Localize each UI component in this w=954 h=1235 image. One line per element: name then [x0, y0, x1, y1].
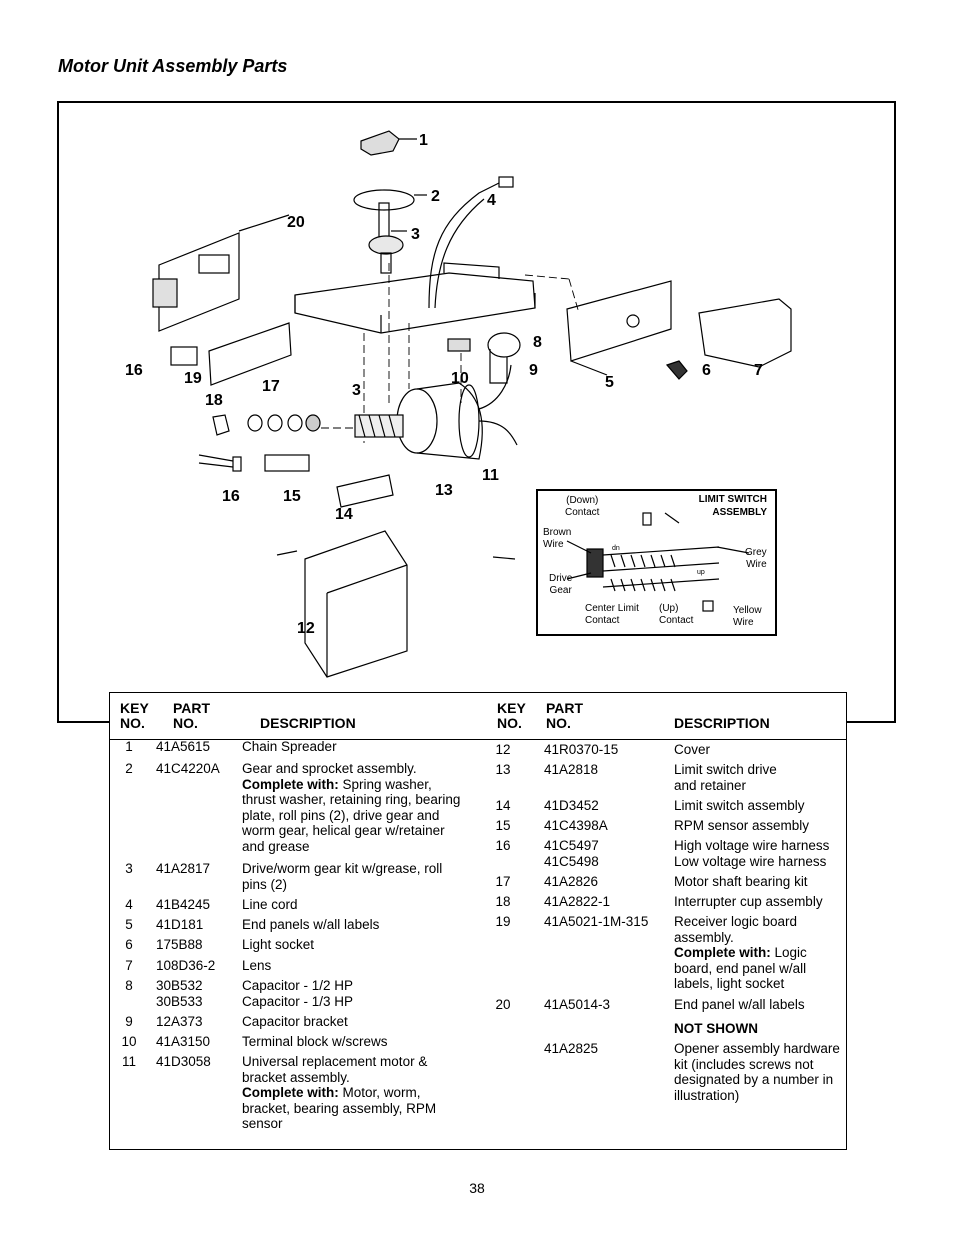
table-header [110, 693, 846, 740]
table-row [114, 958, 480, 978]
description: Capacitor - 1/2 HP Capacitor - 1/3 HP [242, 978, 354, 1009]
table-row [488, 762, 844, 798]
parts-table [109, 692, 847, 1150]
key-no: 9 [125, 1014, 133, 1029]
table-row [114, 917, 480, 937]
part-no: 41C5497 41C5498 [544, 838, 599, 869]
key-no: 4 [125, 897, 133, 912]
key-no: 8 [125, 978, 133, 993]
key-no: 3 [125, 861, 133, 876]
callout-12: 12 [297, 620, 315, 637]
description: Limit switch assembly [674, 798, 805, 813]
part-no: 41C4398A [544, 818, 608, 833]
page-title: Motor Unit Assembly Parts [58, 56, 288, 76]
callout-16a: 16 [125, 362, 143, 379]
part-no: 41D3058 [156, 1054, 211, 1069]
description: Universal replacement motor & bracket assembly. Complete with: Motor, worm, bracket, bearing assembly, RPM sensor [242, 1054, 437, 1132]
part-no: 41A2818 [544, 762, 599, 777]
table-row [488, 742, 844, 762]
table-row [488, 838, 844, 874]
table-row [114, 1034, 480, 1054]
up-contact-label: (Up) Contact [659, 603, 694, 626]
callout-17: 17 [262, 378, 280, 395]
drive-gear-label: Drive Gear [549, 573, 573, 596]
right-column [488, 742, 844, 1105]
table-row [488, 874, 844, 894]
part-no: 41A5615 [156, 739, 211, 754]
description: Limit switch drive and retainer [674, 762, 777, 793]
callout-4: 4 [487, 192, 496, 209]
part-no: 41A3150 [156, 1034, 211, 1049]
table-row [114, 897, 480, 917]
brown-wire-label: Brown Wire [543, 527, 572, 550]
description: Line cord [242, 897, 298, 912]
key-no: 15 [495, 818, 511, 833]
page-number: 38 [469, 1180, 485, 1196]
part-no: 30B532 30B533 [156, 978, 203, 1009]
key-no: 7 [125, 958, 133, 973]
table-row [488, 997, 844, 1021]
callout-5: 5 [605, 374, 614, 391]
key-no: 16 [495, 838, 511, 853]
key-no: 6 [125, 937, 133, 952]
grey-wire-label: Grey Wire [745, 547, 767, 570]
table-row [114, 1014, 480, 1034]
part-no: 41C4220A [156, 761, 220, 776]
key-no: 10 [121, 1034, 137, 1049]
table-row [488, 914, 844, 997]
yellow-wire-label: Yellow Wire [733, 605, 762, 628]
key-no: 2 [125, 761, 133, 776]
part-no: 41D3452 [544, 798, 599, 813]
description: Chain Spreader [242, 739, 337, 754]
center-limit-label: Center Limit Contact [585, 603, 639, 626]
description: Cover [674, 742, 711, 757]
part-no: 41A5021-1M-315 [544, 914, 649, 929]
not-shown-heading: NOT SHOWN [674, 1021, 758, 1036]
not-shown-heading-row [488, 1021, 844, 1041]
header-description-right: DESCRIPTION [674, 715, 770, 731]
key-no: 13 [495, 762, 511, 777]
callout-20: 20 [287, 214, 305, 231]
key-no: 18 [495, 894, 511, 909]
part-no: 12A373 [156, 1014, 203, 1029]
callout-13: 13 [435, 482, 453, 499]
callout-3b: 3 [352, 382, 361, 399]
callout-1: 1 [419, 132, 428, 149]
part-no: 41B4245 [156, 897, 211, 912]
callout-3: 3 [411, 226, 420, 243]
key-no: 17 [495, 874, 511, 889]
part-no: 41A2817 [156, 861, 211, 876]
table-row [114, 937, 480, 957]
description: Opener assembly hardware kit (includes screws not designated by a number in illustration) [674, 1041, 840, 1103]
table-row [488, 818, 844, 838]
callout-6: 6 [702, 362, 711, 379]
callout-9: 9 [529, 362, 538, 379]
header-part: PART NO. [173, 700, 211, 731]
table-row [488, 1041, 844, 1105]
part-no: 41A5014-3 [544, 997, 611, 1012]
part-no: 41A2822-1 [544, 894, 611, 909]
exploded-diagram [57, 101, 896, 723]
description: End panel w/all labels [674, 997, 805, 1012]
key-no: 12 [495, 742, 511, 757]
description: Motor shaft bearing kit [674, 874, 808, 889]
callout-15: 15 [283, 488, 301, 505]
table-row [488, 894, 844, 914]
description: Receiver logic board assembly. Complete with: Logic board, end panel w/all labels, light socket [674, 914, 807, 992]
up-mark: up [697, 569, 705, 576]
callout-19: 19 [184, 370, 202, 387]
callout-2: 2 [431, 188, 440, 205]
part-no: 175B88 [156, 937, 203, 952]
exploded-view-illustration [59, 103, 894, 721]
key-no: 11 [121, 1054, 136, 1069]
callout-18: 18 [205, 392, 223, 409]
description: Gear and sprocket assembly. Complete with: Spring washer, thrust washer, retaining ring, bearing plate, roll pins (2), drive gear and worm gear, helical gear w/retainer and grease [242, 761, 461, 854]
description: Terminal block w/screws [242, 1034, 388, 1049]
part-no: 108D36-2 [156, 958, 216, 973]
table-row [114, 739, 480, 759]
table-row [114, 861, 480, 897]
description: Capacitor bracket [242, 1014, 348, 1029]
header-key: KEY NO. [120, 700, 149, 731]
limit-switch-title: LIMIT SWITCH ASSEMBLY [698, 494, 767, 518]
part-no: 41A2826 [544, 874, 599, 889]
description: RPM sensor assembly [674, 818, 810, 833]
description: High voltage wire harness Low voltage wire harness [674, 838, 830, 869]
description: Drive/worm gear kit w/grease, roll pins (2) [242, 861, 443, 892]
key-no: 14 [495, 798, 511, 813]
callout-10: 10 [451, 370, 469, 387]
callout-7: 7 [754, 362, 763, 379]
callout-14: 14 [335, 506, 353, 523]
callout-11: 11 [482, 467, 499, 484]
part-no: 41A2825 [544, 1041, 599, 1056]
table-row [114, 978, 480, 1014]
part-no: 41D181 [156, 917, 204, 932]
table-row [114, 1054, 480, 1134]
header-part-right: PART NO. [546, 700, 584, 731]
left-column [114, 739, 480, 1132]
description: Light socket [242, 937, 315, 952]
key-no: 5 [125, 917, 133, 932]
description: Lens [242, 958, 272, 973]
key-no: 20 [495, 997, 511, 1012]
table-row [114, 761, 480, 859]
header-key-right: KEY NO. [497, 700, 526, 731]
down-contact-label: (Down) Contact [565, 495, 600, 518]
dn-mark: dn [612, 545, 620, 552]
key-no: 19 [495, 914, 511, 929]
table-row [488, 798, 844, 818]
part-no: 41R0370-15 [544, 742, 619, 757]
description: Interrupter cup assembly [674, 894, 823, 909]
callout-8: 8 [533, 334, 542, 351]
key-no: 1 [125, 739, 133, 754]
description: End panels w/all labels [242, 917, 380, 932]
header-description: DESCRIPTION [260, 715, 356, 731]
callout-16b: 16 [222, 488, 240, 505]
